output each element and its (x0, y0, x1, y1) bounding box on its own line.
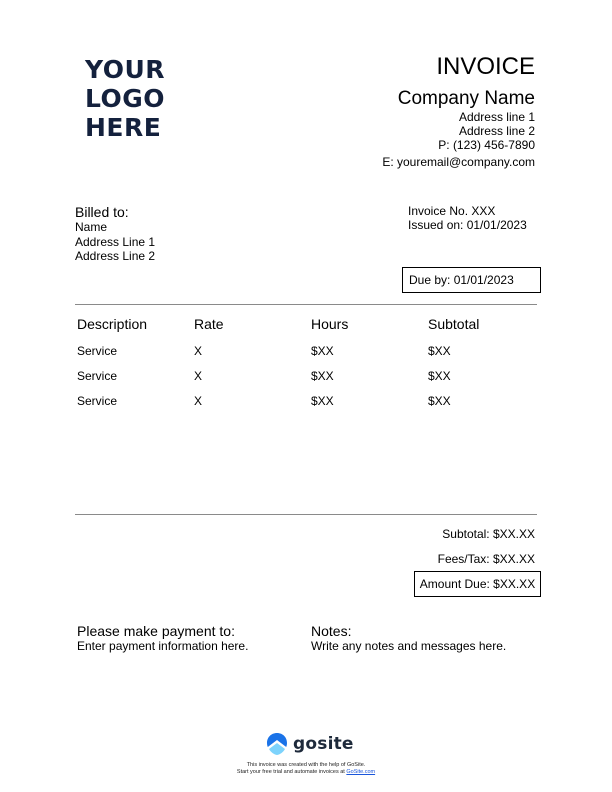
issued-date: Issued on: 01/01/2023 (408, 218, 527, 232)
cell-description: Service (77, 344, 118, 358)
gosite-link[interactable]: GoSite.com (346, 769, 376, 775)
gosite-logo (266, 732, 354, 756)
payment-label: Please make payment to: (77, 623, 235, 639)
logo-line: LOGO (85, 84, 166, 113)
fees-tax-value: Fees/Tax: $XX.XX (437, 552, 535, 566)
column-header-description: Description (77, 316, 148, 332)
footer-trial-text: Start your free trial and automate invoices at (236, 769, 347, 775)
cell-rate: X (194, 369, 203, 383)
divider (75, 514, 537, 515)
cell-subtotal: $XX (428, 369, 451, 383)
cell-subtotal: $XX (428, 394, 451, 408)
billed-to-name: Name (75, 220, 108, 234)
cell-rate: X (194, 344, 203, 358)
cell-description: Service (77, 394, 118, 408)
billed-to-label: Billed to: (75, 204, 129, 220)
amount-due-box: Amount Due: $XX.XX (414, 571, 541, 597)
logo-line: YOUR (85, 55, 166, 84)
logo-line: HERE (85, 113, 162, 142)
company-email: E: youremail@company.com (382, 155, 535, 169)
cell-hours: $XX (311, 344, 334, 358)
column-header-rate: Rate (194, 316, 224, 332)
footer-trial-line (0, 769, 612, 776)
cell-subtotal: $XX (428, 344, 451, 358)
logo-placeholder (85, 55, 165, 142)
gosite-mark-icon (266, 732, 288, 756)
billed-to-address-1: Address Line 1 (75, 235, 156, 249)
company-address-line-1: Address line 1 (458, 110, 535, 124)
cell-rate: X (194, 394, 203, 408)
payment-text: Enter payment information here. (77, 639, 249, 653)
notes-label: Notes: (311, 623, 352, 639)
billed-to-address-2: Address Line 2 (75, 249, 156, 263)
cell-hours: $XX (311, 369, 334, 383)
divider (75, 304, 537, 305)
cell-hours: $XX (311, 394, 334, 408)
notes-text: Write any notes and messages here. (311, 639, 507, 653)
cell-description: Service (77, 369, 118, 383)
company-address-line-2: Address line 2 (458, 124, 535, 138)
invoice-number: Invoice No. XXX (408, 204, 496, 218)
company-name: Company Name (397, 88, 535, 109)
due-date-box: Due by: 01/01/2023 (402, 267, 541, 293)
company-phone: P: (123) 456-7890 (438, 138, 535, 152)
invoice-title: INVOICE (436, 53, 535, 80)
gosite-wordmark: gosite (293, 734, 354, 754)
column-header-hours: Hours (311, 316, 349, 332)
footer-credit-line: This invoice was created with the help of GoSite. (246, 762, 366, 768)
subtotal-value: Subtotal: $XX.XX (442, 527, 535, 541)
column-header-subtotal: Subtotal (428, 316, 480, 332)
